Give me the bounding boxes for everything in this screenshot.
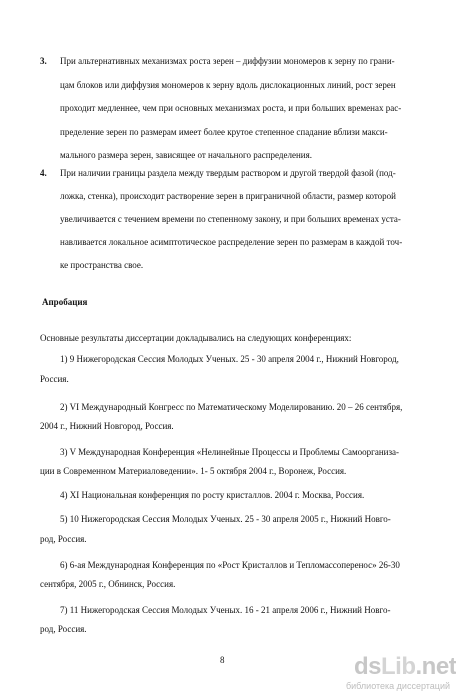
conference-2-line-2: 2004 г., Нижний Новгород, Россия. <box>40 421 174 431</box>
conference-1-line-1: 1) 9 Нижегородская Сессия Молодых Ученых. 25 - 30 апреля 2004 г., Нижний Новгород, <box>60 354 399 364</box>
item-3-line-2: цам блоков или диффузия мономеров к зерну вдоль дислокационных линий, рост зерен <box>60 80 396 90</box>
dslib-tagline: библиотека диссертаций <box>345 681 450 691</box>
item-4-line-1: При наличии границы раздела между твердым раствором и другой твердой фазой (под- <box>60 168 396 178</box>
logo-net: .net <box>415 653 456 680</box>
conference-7-line-2: род, Россия. <box>40 624 87 634</box>
item-3-line-3: проходит медленнее, чем при основных механизмах роста, и при больших временах рас- <box>60 103 402 113</box>
conference-5-line-1: 5) 10 Нижегородская Сессия Молодых Ученых. 25 - 30 апреля 2005 г., Нижний Новго- <box>60 514 391 524</box>
conference-2-line-1: 2) VI Международный Конгресс по Математическому Моделированию. 20 – 26 сентября, <box>60 402 403 412</box>
conference-7-line-1: 7) 11 Нижегородская Сессия Молодых Ученых. 16 - 21 апреля 2006 г., Нижний Новго- <box>60 605 391 615</box>
item-3-line-5: мального размера зерен, зависящее от начального распределения. <box>60 150 312 160</box>
item-4-line-2: ложка, стенка), происходит растворение зерен в приграничной области, размер которой <box>60 191 396 201</box>
item-4-line-5: ке пространства свое. <box>60 260 144 270</box>
conferences-intro: Основные результаты диссертации докладывались на следующих конференциях: <box>40 333 352 343</box>
conference-1-line-2: Россия. <box>40 374 69 384</box>
conference-3-line-2: ции в Современном Материаловедении». 1- 5 октября 2004 г., Воронеж, Россия. <box>40 466 347 476</box>
page-number: 8 <box>220 655 225 665</box>
item-4-line-3: увеличивается с течением времени по степенному закону, и при больших временах уста- <box>60 214 401 224</box>
item-3-number: 3. <box>40 56 47 66</box>
conference-4-line-1: 4) XI Национальная конференция по росту кристаллов. 2004 г. Москва, Россия. <box>60 490 365 500</box>
conference-6-line-1: 6) 6-ая Международная Конференция по «Рост Кристаллов и Тепломассопеpенос» 26-30 <box>60 560 400 570</box>
logo-ds: ds <box>354 653 382 680</box>
item-3-line-4: пределение зерен по размерам имеет более крутое степенное спадание вблизи макси- <box>60 127 388 137</box>
dslib-watermark <box>340 653 456 693</box>
item-4-line-4: навливается локальное асимптотическое распределение зерен по размерам в каждой точ- <box>60 237 403 247</box>
conference-6-line-2: сентября, 2005 г., Обнинск, Россия. <box>40 579 176 589</box>
item-3-line-1: При альтернативных механизмах роста зерен – диффузии мономеров к зерну по грани- <box>60 56 395 66</box>
dslib-logo <box>354 653 456 681</box>
section-heading: Апробация <box>42 297 88 307</box>
item-4-number: 4. <box>40 168 47 178</box>
conference-3-line-1: 3) V Международная Конференция «Нелинейные Процессы и Проблемы Самоорганиза- <box>60 447 400 457</box>
logo-lib: Lib <box>381 653 416 680</box>
conference-5-line-2: род, Россия. <box>40 534 87 544</box>
